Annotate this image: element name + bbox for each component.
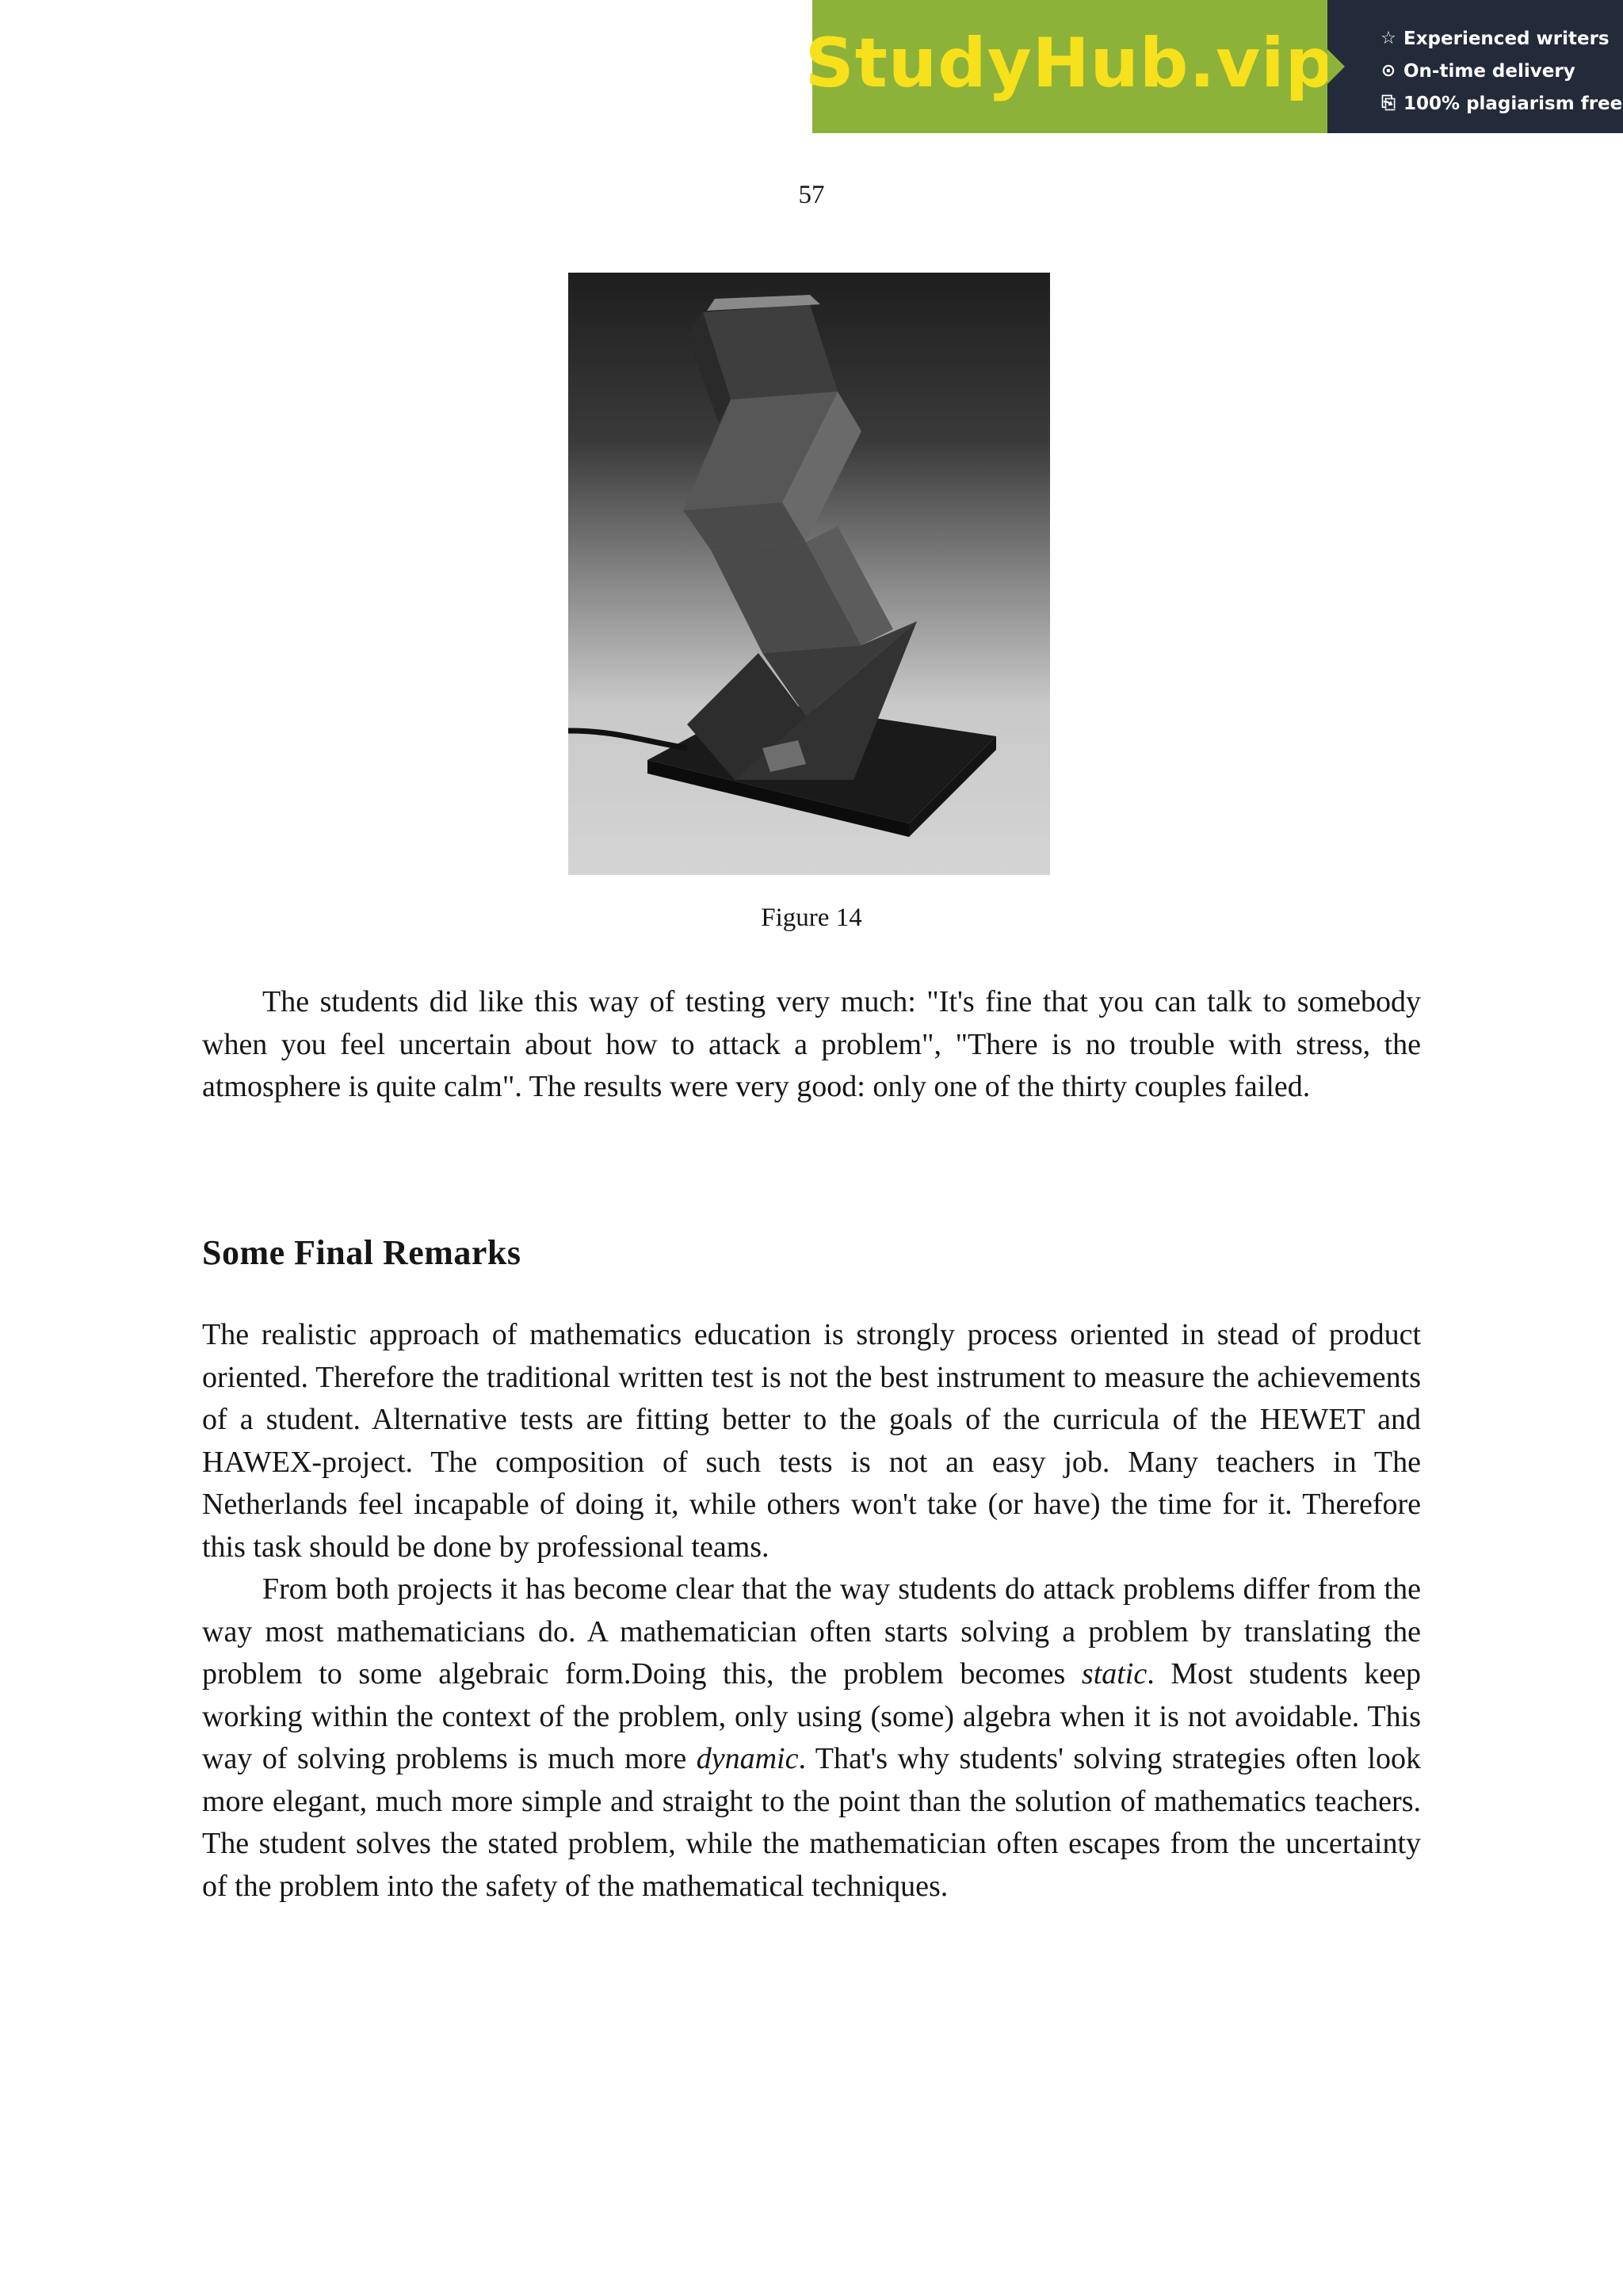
feature-item [1378,87,1623,120]
paragraph-text: . Most students keep working within the context of the problem, only using (some) algebra when it is not avoidable. This way of solving problems is much more [202,1657,1421,1775]
sculpture-illustration [568,273,1050,875]
paragraph: The students did like this way of testing very much: "It's fine that you can talk to somebody when you feel uncertain about how to attack a problem", "There is no trouble with stress, the atmosphere is quite calm". The results were very good: only one of the thirty couples failed. [202,985,1421,1103]
figure-photo [568,273,1050,875]
logo-text: StudyHub.vip [804,24,1335,103]
paragraph-text: From both projects it has become clear that the way students do attack problems differ from the way most mathematicians do. A mathematician often starts solving a problem by translating the problem to some algebraic form.Doing this, the problem becomes [202,1572,1421,1690]
emphasis-text: static [1081,1657,1148,1690]
document-check-icon: ⎘ [1381,94,1396,113]
section-heading: Some Final Remarks [202,1233,521,1272]
paragraph-text: . That's why students' solving strategies often look more elegant, much more simple and straight to the point than the solution of mathematics teachers. The student solves the stated problem, while the mathematician often escapes from the uncertainty of the problem into the safety of the mathematical techniques. [202,1742,1421,1903]
advertisement-banner[interactable] [804,0,1623,133]
paragraph [202,1568,1421,1908]
star-icon: ☆ [1381,29,1396,48]
feature-text: 100% plagiarism free [1403,93,1623,114]
clock-icon: ⊙ [1381,61,1396,81]
banner-features [1327,0,1623,133]
page-number: 57 [798,181,825,209]
emphasis-text: dynamic [696,1742,799,1775]
feature-item [1378,22,1623,55]
figure-caption: Figure 14 [761,904,862,932]
studyhub-logo[interactable] [804,0,1335,133]
feature-item [1378,55,1623,87]
body-text-section [202,1314,1421,1908]
feature-text: Experienced writers [1403,28,1610,49]
paragraph: The realistic approach of mathematics education is strongly process oriented in stead of product oriented. Therefore the traditional written test is not the best instrument to measure the achievements of a student. Alternative tests are fitting better to the goals of the curricula of the HEWET and HAWEX-project. The composition of such tests is not an easy job. Many teachers in The Netherlands feel incapable of doing it, while others won't take (or have) the time for it. Therefore this task should be done by professional teams. [202,1318,1421,1564]
body-text-section [202,981,1421,1109]
feature-text: On-time delivery [1403,60,1575,82]
